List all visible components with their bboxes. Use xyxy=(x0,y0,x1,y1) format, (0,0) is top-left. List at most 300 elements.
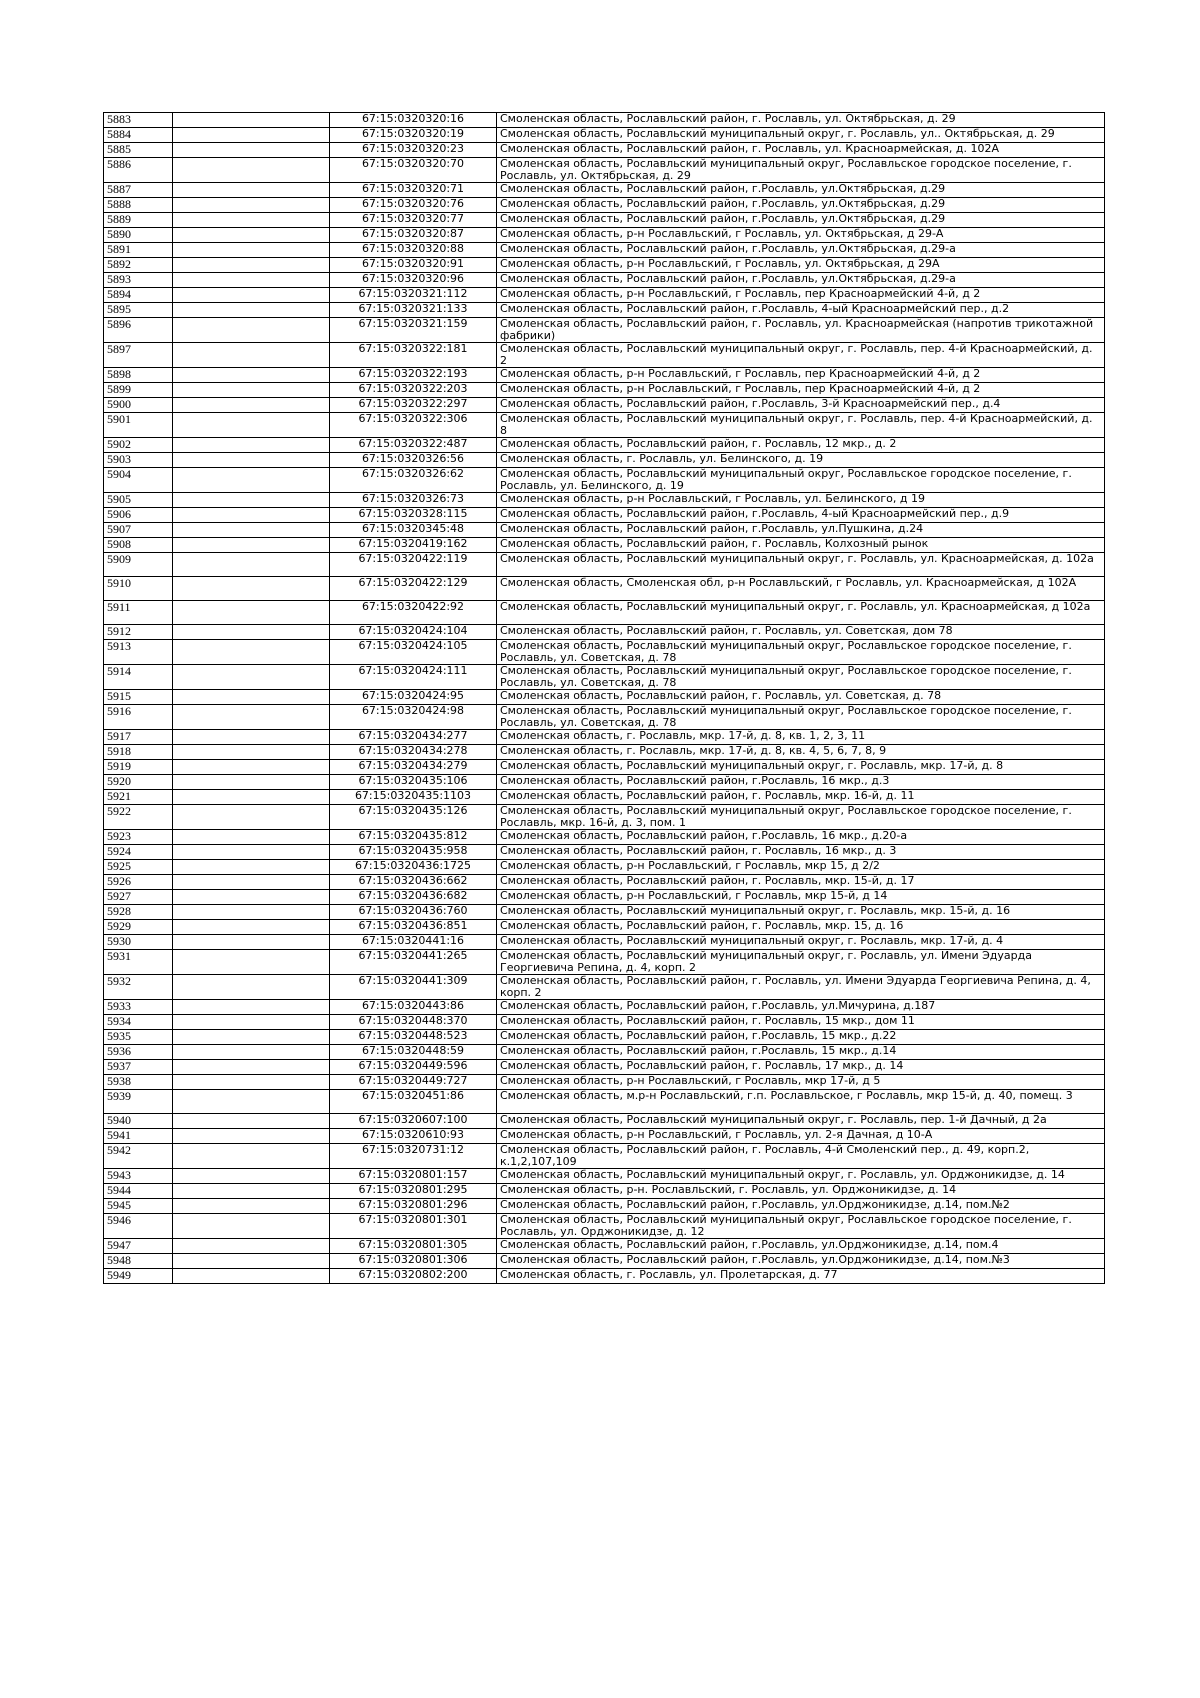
table-row xyxy=(104,875,1105,890)
blank-cell xyxy=(173,1015,330,1030)
address: Смоленская область, р-н Рославльский, г Рославль, пер Красноармейский 4-й, д 2 xyxy=(497,368,1105,383)
address: Смоленская область, г. Рославль, мкр. 17-й, д. 8, кв. 4, 5, 6, 7, 8, 9 xyxy=(497,745,1105,760)
address: Смоленская область, Рославльский муниципальный округ, г. Рославль, мкр. 17-й, д. 8 xyxy=(497,760,1105,775)
cadastral-number: 67:15:0320449:596 xyxy=(330,1060,497,1075)
table-row xyxy=(104,1015,1105,1030)
table-row xyxy=(104,690,1105,705)
cadastral-number: 67:15:0320321:159 xyxy=(330,318,497,343)
blank-cell xyxy=(173,760,330,775)
table-row xyxy=(104,1199,1105,1214)
row-number: 5919 xyxy=(104,760,173,775)
cadastral-number: 67:15:0320801:305 xyxy=(330,1239,497,1254)
cadastral-number: 67:15:0320320:76 xyxy=(330,198,497,213)
blank-cell xyxy=(173,183,330,198)
row-number: 5935 xyxy=(104,1030,173,1045)
blank-cell xyxy=(173,1090,330,1114)
cadastral-number: 67:15:0320435:958 xyxy=(330,845,497,860)
table-row xyxy=(104,1169,1105,1184)
address: Смоленская область, Рославльский район, г. Рославль, мкр. 16-й, д. 11 xyxy=(497,790,1105,805)
table-row xyxy=(104,368,1105,383)
address: Смоленская область, Рославльский муниципальный округ, г. Рославль, пер. 1-й Дачный, д 2а xyxy=(497,1114,1105,1129)
cadastral-number: 67:15:0320424:95 xyxy=(330,690,497,705)
blank-cell xyxy=(173,745,330,760)
cadastral-number: 67:15:0320801:301 xyxy=(330,1214,497,1239)
blank-cell xyxy=(173,1114,330,1129)
cadastral-number: 67:15:0320422:129 xyxy=(330,577,497,601)
address: Смоленская область, г. Рославль, ул. Белинского, д. 19 xyxy=(497,453,1105,468)
table-row xyxy=(104,1090,1105,1114)
address: Смоленская область, Рославльский район, г. Рославль, 15 мкр., дом 11 xyxy=(497,1015,1105,1030)
blank-cell xyxy=(173,1214,330,1239)
cadastral-number: 67:15:0320448:370 xyxy=(330,1015,497,1030)
address: Смоленская область, Рославльский муниципальный округ, Рославльское городское поселение, г. Рославль, ул. Советская, д. 78 xyxy=(497,705,1105,730)
address: Смоленская область, Рославльский район, г. Рославль, 16 мкр., д. 3 xyxy=(497,845,1105,860)
table-row xyxy=(104,113,1105,128)
table-row xyxy=(104,860,1105,875)
table-row xyxy=(104,830,1105,845)
table-row xyxy=(104,1045,1105,1060)
address: Смоленская область, Рославльский муниципальный округ, Рославльское городское поселение, г. Рославль, ул. Октябрьская, д. 29 xyxy=(497,158,1105,183)
row-number: 5924 xyxy=(104,845,173,860)
row-number: 5936 xyxy=(104,1045,173,1060)
cadastral-number: 67:15:0320320:19 xyxy=(330,128,497,143)
row-number: 5901 xyxy=(104,413,173,438)
blank-cell xyxy=(173,1129,330,1144)
cadastral-number: 67:15:0320435:1103 xyxy=(330,790,497,805)
row-number: 5928 xyxy=(104,905,173,920)
table-row xyxy=(104,905,1105,920)
table-row xyxy=(104,790,1105,805)
cadastral-number: 67:15:0320436:760 xyxy=(330,905,497,920)
table-row xyxy=(104,1000,1105,1015)
address: Смоленская область, Рославльский муниципальный округ, г. Рославль, пер. 4-й Красноармейский, д. 2 xyxy=(497,343,1105,368)
address: Смоленская область, Рославльский район, г. Рославль, 17 мкр., д. 14 xyxy=(497,1060,1105,1075)
address: Смоленская область, Рославльский муниципальный округ, г. Рославль, ул. Орджоникидзе, д. 14 xyxy=(497,1169,1105,1184)
table-row xyxy=(104,1060,1105,1075)
blank-cell xyxy=(173,453,330,468)
row-number: 5946 xyxy=(104,1214,173,1239)
blank-cell xyxy=(173,805,330,830)
address: Смоленская область, р-н Рославльский, г Рославль, ул. Октябрьская, д 29-А xyxy=(497,228,1105,243)
cadastral-number: 67:15:0320801:295 xyxy=(330,1184,497,1199)
address: Смоленская область, Рославльский район, г. Рославль, ул. Красноармейская, д. 102А xyxy=(497,143,1105,158)
address: Смоленская область, Рославльский район, г.Рославль, ул.Пушкина, д.24 xyxy=(497,523,1105,538)
cadastral-number: 67:15:0320607:100 xyxy=(330,1114,497,1129)
row-number: 5938 xyxy=(104,1075,173,1090)
row-number: 5930 xyxy=(104,935,173,950)
cadastral-number: 67:15:0320448:523 xyxy=(330,1030,497,1045)
cadastral-number: 67:15:0320322:203 xyxy=(330,383,497,398)
row-number: 5903 xyxy=(104,453,173,468)
row-number: 5939 xyxy=(104,1090,173,1114)
row-number: 5923 xyxy=(104,830,173,845)
address: Смоленская область, р-н Рославльский, г Рославль, пер Красноармейский 4-й, д 2 xyxy=(497,383,1105,398)
address: Смоленская область, Рославльский район, г.Рославль, 15 мкр., д.22 xyxy=(497,1030,1105,1045)
cadastral-number: 67:15:0320322:297 xyxy=(330,398,497,413)
row-number: 5912 xyxy=(104,625,173,640)
row-number: 5934 xyxy=(104,1015,173,1030)
cadastral-number: 67:15:0320435:126 xyxy=(330,805,497,830)
cadastral-number: 67:15:0320320:91 xyxy=(330,258,497,273)
blank-cell xyxy=(173,1239,330,1254)
address: Смоленская область, Рославльский район, г.Рославль, ул.Орджоникидзе, д.14, пом.№3 xyxy=(497,1254,1105,1269)
cadastral-number: 67:15:0320801:306 xyxy=(330,1254,497,1269)
blank-cell xyxy=(173,398,330,413)
blank-cell xyxy=(173,975,330,1000)
table-row xyxy=(104,143,1105,158)
blank-cell xyxy=(173,413,330,438)
row-number: 5886 xyxy=(104,158,173,183)
address: Смоленская область, Рославльский район, г.Рославль, ул.Октябрьская, д.29 xyxy=(497,198,1105,213)
table-row xyxy=(104,577,1105,601)
row-number: 5904 xyxy=(104,468,173,493)
table-row xyxy=(104,1075,1105,1090)
row-number: 5906 xyxy=(104,508,173,523)
address: Смоленская область, г. Рославль, ул. Пролетарская, д. 77 xyxy=(497,1269,1105,1284)
row-number: 5937 xyxy=(104,1060,173,1075)
table-row xyxy=(104,1269,1105,1284)
blank-cell xyxy=(173,523,330,538)
address: Смоленская область, Рославльский район, г.Рославль, ул.Октябрьская, д.29-а xyxy=(497,243,1105,258)
address: Смоленская область, г. Рославль, мкр. 17-й, д. 8, кв. 1, 2, 3, 11 xyxy=(497,730,1105,745)
blank-cell xyxy=(173,890,330,905)
table-row xyxy=(104,1214,1105,1239)
cadastral-number: 67:15:0320435:106 xyxy=(330,775,497,790)
blank-cell xyxy=(173,383,330,398)
cadastral-number: 67:15:0320320:23 xyxy=(330,143,497,158)
address: Смоленская область, Рославльский муниципальный округ, Рославльское городское поселение, г. Рославль, ул. Белинского, д. 19 xyxy=(497,468,1105,493)
table-row xyxy=(104,453,1105,468)
address: Смоленская область, р-н Рославльский, г Рославль, ул. Белинского, д 19 xyxy=(497,493,1105,508)
blank-cell xyxy=(173,273,330,288)
blank-cell xyxy=(173,1184,330,1199)
address: Смоленская область, Рославльский район, г. Рославль, Колхозный рынок xyxy=(497,538,1105,553)
address: Смоленская область, Рославльский район, г.Рославль, 3-й Красноармейский пер., д.4 xyxy=(497,398,1105,413)
row-number: 5929 xyxy=(104,920,173,935)
blank-cell xyxy=(173,1254,330,1269)
address: Смоленская область, Рославльский муниципальный округ, г. Рославль, ул. Красноармейская, д 102а xyxy=(497,601,1105,625)
row-number: 5943 xyxy=(104,1169,173,1184)
cadastral-number: 67:15:0320320:70 xyxy=(330,158,497,183)
row-number: 5945 xyxy=(104,1199,173,1214)
table-row xyxy=(104,1239,1105,1254)
cadastral-number: 67:15:0320801:296 xyxy=(330,1199,497,1214)
table-row xyxy=(104,228,1105,243)
address: Смоленская область, Рославльский муниципальный округ, г. Рославль, пер. 4-й Красноармейский, д. 8 xyxy=(497,413,1105,438)
blank-cell xyxy=(173,860,330,875)
row-number: 5949 xyxy=(104,1269,173,1284)
address: Смоленская область, р-н Рославльский, г Рославль, ул. 2-я Дачная, д 10-А xyxy=(497,1129,1105,1144)
blank-cell xyxy=(173,1030,330,1045)
row-number: 5907 xyxy=(104,523,173,538)
address: Смоленская область, м.р-н Рославльский, г.п. Рославльское, г Рославль, мкр 15-й, д. 40, помещ. 3 xyxy=(497,1090,1105,1114)
row-number: 5915 xyxy=(104,690,173,705)
table-row xyxy=(104,601,1105,625)
blank-cell xyxy=(173,198,330,213)
table-row xyxy=(104,1129,1105,1144)
blank-cell xyxy=(173,950,330,975)
table-row xyxy=(104,213,1105,228)
row-number: 5944 xyxy=(104,1184,173,1199)
row-number: 5891 xyxy=(104,243,173,258)
row-number: 5940 xyxy=(104,1114,173,1129)
row-number: 5916 xyxy=(104,705,173,730)
blank-cell xyxy=(173,468,330,493)
blank-cell xyxy=(173,213,330,228)
table-row xyxy=(104,538,1105,553)
cadastral-number: 67:15:0320731:12 xyxy=(330,1144,497,1169)
blank-cell xyxy=(173,905,330,920)
blank-cell xyxy=(173,493,330,508)
address: Смоленская область, Рославльский район, г. Рославль, ул. Советская, д. 78 xyxy=(497,690,1105,705)
address: Смоленская область, Рославльский район, г.Рославль, 16 мкр., д.3 xyxy=(497,775,1105,790)
blank-cell xyxy=(173,920,330,935)
blank-cell xyxy=(173,577,330,601)
row-number: 5933 xyxy=(104,1000,173,1015)
address: Смоленская область, Рославльский муниципальный округ, г. Рославль, ул.. Октябрьская, д. 29 xyxy=(497,128,1105,143)
address: Смоленская область, Рославльский район, г. Рославль, мкр. 15, д. 16 xyxy=(497,920,1105,935)
table-row xyxy=(104,640,1105,665)
cadastral-number: 67:15:0320436:1725 xyxy=(330,860,497,875)
blank-cell xyxy=(173,128,330,143)
row-number: 5905 xyxy=(104,493,173,508)
cadastral-number: 67:15:0320436:682 xyxy=(330,890,497,905)
table-row xyxy=(104,1184,1105,1199)
cadastral-number: 67:15:0320443:86 xyxy=(330,1000,497,1015)
blank-cell xyxy=(173,228,330,243)
blank-cell xyxy=(173,258,330,273)
blank-cell xyxy=(173,1000,330,1015)
row-number: 5931 xyxy=(104,950,173,975)
blank-cell xyxy=(173,318,330,343)
row-number: 5897 xyxy=(104,343,173,368)
blank-cell xyxy=(173,830,330,845)
blank-cell xyxy=(173,1199,330,1214)
cadastral-number: 67:15:0320422:92 xyxy=(330,601,497,625)
blank-cell xyxy=(173,665,330,690)
blank-cell xyxy=(173,1269,330,1284)
cadastral-number: 67:15:0320436:851 xyxy=(330,920,497,935)
row-number: 5888 xyxy=(104,198,173,213)
blank-cell xyxy=(173,705,330,730)
address: Смоленская область, Рославльский район, г. Рославль, ул. Красноармейская (напротив трикотажной фабрики) xyxy=(497,318,1105,343)
table-row xyxy=(104,1254,1105,1269)
row-number: 5887 xyxy=(104,183,173,198)
table-row xyxy=(104,383,1105,398)
address: Смоленская область, Рославльский район, г.Рославль, ул.Октябрьская, д.29 xyxy=(497,213,1105,228)
cadastral-number: 67:15:0320441:265 xyxy=(330,950,497,975)
table-row xyxy=(104,935,1105,950)
blank-cell xyxy=(173,690,330,705)
cadastral-number: 67:15:0320424:111 xyxy=(330,665,497,690)
address: Смоленская область, Рославльский район, г. Рославль, 4-й Смоленский пер., д. 49, корп.2, к.1,2,107,109 xyxy=(497,1144,1105,1169)
cadastral-number: 67:15:0320424:104 xyxy=(330,625,497,640)
address: Смоленская область, Рославльский район, г. Рославль, ул. Советская, дом 78 xyxy=(497,625,1105,640)
row-number: 5920 xyxy=(104,775,173,790)
cadastral-number: 67:15:0320321:112 xyxy=(330,288,497,303)
row-number: 5902 xyxy=(104,438,173,453)
address: Смоленская область, Рославльский муниципальный округ, Рославльское городское поселение, г. Рославль, ул. Советская, д. 78 xyxy=(497,640,1105,665)
cadastral-number: 67:15:0320326:62 xyxy=(330,468,497,493)
blank-cell xyxy=(173,303,330,318)
cadastral-number: 67:15:0320434:278 xyxy=(330,745,497,760)
row-number: 5892 xyxy=(104,258,173,273)
blank-cell xyxy=(173,625,330,640)
address: Смоленская область, Рославльский район, г.Рославль, 16 мкр., д.20-а xyxy=(497,830,1105,845)
row-number: 5917 xyxy=(104,730,173,745)
address: Смоленская область, Рославльский район, г. Рославль, ул. Имени Эдуарда Георгиевича Репина, д. 4, корп. 2 xyxy=(497,975,1105,1000)
table-row xyxy=(104,950,1105,975)
row-number: 5899 xyxy=(104,383,173,398)
blank-cell xyxy=(173,158,330,183)
address: Смоленская область, Рославльский муниципальный округ, г. Рославль, мкр. 15-й, д. 16 xyxy=(497,905,1105,920)
table-row xyxy=(104,508,1105,523)
blank-cell xyxy=(173,1045,330,1060)
cadastral-number: 67:15:0320345:48 xyxy=(330,523,497,538)
table-row xyxy=(104,158,1105,183)
row-number: 5942 xyxy=(104,1144,173,1169)
table-row xyxy=(104,760,1105,775)
table-row xyxy=(104,128,1105,143)
address: Смоленская область, Смоленская обл, р-н Рославльский, г Рославль, ул. Красноармейская, д 102А xyxy=(497,577,1105,601)
row-number: 5894 xyxy=(104,288,173,303)
address: Смоленская область, Рославльский муниципальный округ, Рославльское городское поселение, г. Рославль, ул. Орджоникидзе, д. 12 xyxy=(497,1214,1105,1239)
blank-cell xyxy=(173,368,330,383)
table-row xyxy=(104,493,1105,508)
table-row xyxy=(104,523,1105,538)
blank-cell xyxy=(173,243,330,258)
row-number: 5913 xyxy=(104,640,173,665)
cadastral-number: 67:15:0320434:277 xyxy=(330,730,497,745)
cadastral-number: 67:15:0320322:487 xyxy=(330,438,497,453)
blank-cell xyxy=(173,1075,330,1090)
address: Смоленская область, р-н Рославльский, г Рославль, мкр 15, д 2/2 xyxy=(497,860,1105,875)
address: Смоленская область, Рославльский район, г.Рославль, ул.Орджоникидзе, д.14, пом.4 xyxy=(497,1239,1105,1254)
address: Смоленская область, Рославльский район, г.Рославль, ул.Орджоникидзе, д.14, пом.№2 xyxy=(497,1199,1105,1214)
cadastral-number: 67:15:0320326:56 xyxy=(330,453,497,468)
blank-cell xyxy=(173,1144,330,1169)
table-row xyxy=(104,258,1105,273)
cadastral-number: 67:15:0320436:662 xyxy=(330,875,497,890)
address: Смоленская область, Рославльский район, г.Рославль, ул.Октябрьская, д.29 xyxy=(497,183,1105,198)
row-number: 5941 xyxy=(104,1129,173,1144)
cadastral-number: 67:15:0320320:88 xyxy=(330,243,497,258)
cadastral-number: 67:15:0320435:812 xyxy=(330,830,497,845)
address: Смоленская область, р-н Рославльский, г Рославль, пер Красноармейский 4-й, д 2 xyxy=(497,288,1105,303)
cadastral-number: 67:15:0320441:16 xyxy=(330,935,497,950)
row-number: 5914 xyxy=(104,665,173,690)
address: Смоленская область, Рославльский муниципальный округ, Рославльское городское поселение, г. Рославль, мкр. 16-й, д. 3, пом. 1 xyxy=(497,805,1105,830)
table-row xyxy=(104,438,1105,453)
table-row xyxy=(104,845,1105,860)
table-row xyxy=(104,243,1105,258)
table-row xyxy=(104,413,1105,438)
address: Смоленская область, Рославльский район, г.Рославль, 4-ый Красноармейский пер., д.2 xyxy=(497,303,1105,318)
row-number: 5910 xyxy=(104,577,173,601)
address: Смоленская область, Рославльский муниципальный округ, Рославльское городское поселение, г. Рославль, ул. Советская, д. 78 xyxy=(497,665,1105,690)
row-number: 5893 xyxy=(104,273,173,288)
row-number: 5890 xyxy=(104,228,173,243)
table-row xyxy=(104,920,1105,935)
row-number: 5932 xyxy=(104,975,173,1000)
row-number: 5895 xyxy=(104,303,173,318)
table-body xyxy=(104,113,1105,1284)
row-number: 5884 xyxy=(104,128,173,143)
cadastral-number: 67:15:0320422:119 xyxy=(330,553,497,577)
blank-cell xyxy=(173,538,330,553)
address: Смоленская область, р-н Рославльский, г Рославль, мкр 17-й, д 5 xyxy=(497,1075,1105,1090)
table-row xyxy=(104,553,1105,577)
blank-cell xyxy=(173,1060,330,1075)
cadastral-number: 67:15:0320320:77 xyxy=(330,213,497,228)
row-number: 5885 xyxy=(104,143,173,158)
cadastral-number: 67:15:0320434:279 xyxy=(330,760,497,775)
row-number: 5896 xyxy=(104,318,173,343)
cadastral-number: 67:15:0320449:727 xyxy=(330,1075,497,1090)
table-row xyxy=(104,705,1105,730)
blank-cell xyxy=(173,113,330,128)
cadastral-number: 67:15:0320441:309 xyxy=(330,975,497,1000)
cadastral-number: 67:15:0320448:59 xyxy=(330,1045,497,1060)
row-number: 5918 xyxy=(104,745,173,760)
row-number: 5911 xyxy=(104,601,173,625)
blank-cell xyxy=(173,935,330,950)
table-row xyxy=(104,183,1105,198)
cadastral-number: 67:15:0320322:193 xyxy=(330,368,497,383)
property-register-table xyxy=(103,112,1105,1284)
address: Смоленская область, Рославльский муниципальный округ, г. Рославль, мкр. 17-й, д. 4 xyxy=(497,935,1105,950)
row-number: 5927 xyxy=(104,890,173,905)
table-row xyxy=(104,468,1105,493)
row-number: 5921 xyxy=(104,790,173,805)
row-number: 5947 xyxy=(104,1239,173,1254)
table-row xyxy=(104,343,1105,368)
row-number: 5922 xyxy=(104,805,173,830)
cadastral-number: 67:15:0320801:157 xyxy=(330,1169,497,1184)
cadastral-number: 67:15:0320328:115 xyxy=(330,508,497,523)
address: Смоленская область, р-н Рославльский, г Рославль, мкр 15-й, д 14 xyxy=(497,890,1105,905)
address: Смоленская область, Рославльский район, г.Рославль, 4-ый Красноармейский пер., д.9 xyxy=(497,508,1105,523)
blank-cell xyxy=(173,790,330,805)
table-row xyxy=(104,625,1105,640)
row-number: 5883 xyxy=(104,113,173,128)
cadastral-number: 67:15:0320326:73 xyxy=(330,493,497,508)
blank-cell xyxy=(173,553,330,577)
table-row xyxy=(104,665,1105,690)
cadastral-number: 67:15:0320320:96 xyxy=(330,273,497,288)
blank-cell xyxy=(173,601,330,625)
row-number: 5926 xyxy=(104,875,173,890)
table-row xyxy=(104,398,1105,413)
address: Смоленская область, Рославльский район, г. Рославль, 12 мкр., д. 2 xyxy=(497,438,1105,453)
blank-cell xyxy=(173,143,330,158)
table-row xyxy=(104,1030,1105,1045)
cadastral-number: 67:15:0320610:93 xyxy=(330,1129,497,1144)
table-row xyxy=(104,198,1105,213)
address: Смоленская область, р-н Рославльский, г Рославль, ул. Октябрьская, д 29А xyxy=(497,258,1105,273)
table-row xyxy=(104,273,1105,288)
cadastral-number: 67:15:0320322:181 xyxy=(330,343,497,368)
address: Смоленская область, Рославльский район, г.Рославль, 15 мкр., д.14 xyxy=(497,1045,1105,1060)
cadastral-number: 67:15:0320321:133 xyxy=(330,303,497,318)
cadastral-number: 67:15:0320451:86 xyxy=(330,1090,497,1114)
address: Смоленская область, Рославльский район, г. Рославль, ул. Октябрьская, д. 29 xyxy=(497,113,1105,128)
table-row xyxy=(104,288,1105,303)
table-row xyxy=(104,303,1105,318)
table-row xyxy=(104,975,1105,1000)
row-number: 5898 xyxy=(104,368,173,383)
blank-cell xyxy=(173,640,330,665)
